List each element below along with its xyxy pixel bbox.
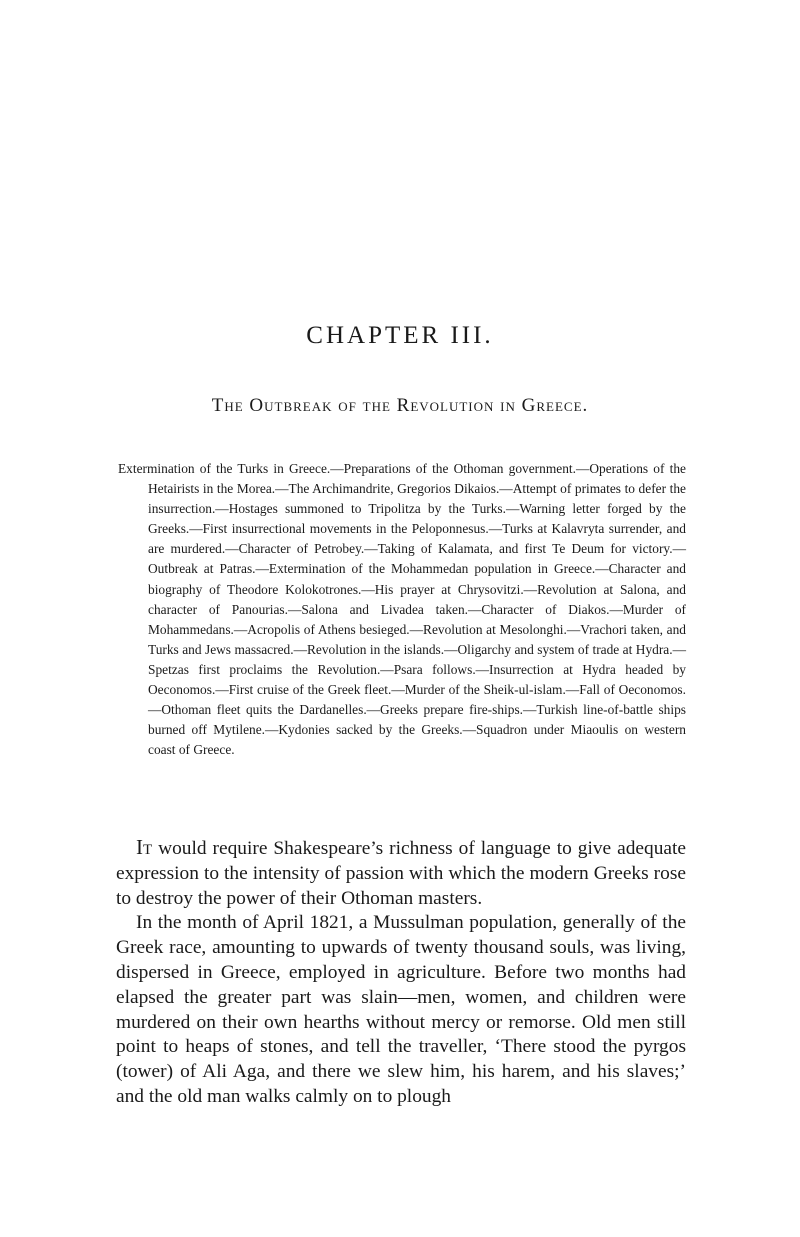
- chapter-summary: Extermination of the Turks in Greece.—Preparations of the Othoman government.—Operations of the Hetairists in the Morea.—The Archimandrite, Gregorios Dikaios.—Attempt of primates to defer the insurrection.—Hostages summoned to Tripolitza by the Turks.—Warning letter forged by the Greeks.—First insurrectional movements in the Peloponnesus.—Turks at Kalavryta surrender, and are murdered.—Character of Petrobey.—Taking of Kalamata, and first Te Deum for victory.—Outbreak at Patras.—Extermination of the Mohammedan population in Greece.—Character and biography of Theodore Kolokotrones.—His prayer at Chrysovitzi.—Revolution at Salona, and character of Panourias.—Salona and Livadea taken.—Character of Diakos.—Murder of Mohammedans.—Acropolis of Athens besieged.—Revolution at Mesolonghi.—Vrachori taken, and Turks and Jews massacred.—Revolution in the islands.—Oligarchy and system of trade at Hydra.—Spetzas first proclaims the Revolution.—Psara follows.—Insurrection at Hydra headed by Oeconomos.—First cruise of the Greek fleet.—Murder of the Sheik-ul-islam.—Fall of Oeconomos.—Othoman fleet quits the Dardanelles.—Greeks prepare fire-ships.—Turkish line-of-battle ships burned off Mytilene.—Kydonies sacked by the Greeks.—Squadron under Miaoulis on western coast of Greece.: [118, 461, 686, 758]
- paragraph-lead-word: It: [136, 835, 153, 859]
- chapter-title: The Outbreak of the Revolution in Greece.: [211, 395, 589, 416]
- chapter-heading: CHAPTER III.: [306, 322, 494, 349]
- paragraph-1: [116, 835, 686, 911]
- body-text: [116, 835, 686, 1110]
- paragraph-2: In the month of April 1821, a Mussulman population, generally of the Greek race, amounting to upwards of twenty thousand souls, was living, dispersed in Greece, employed in agriculture. Before two months had elapsed the greater part was slain—men, women, and children were murdered on their own hearths without mercy or remorse. Old men still point to heaps of stones, and tell the traveller, ‘There stood the pyrgos (tower) of Ali Aga, and there we slew him, his harem, and his slaves;’ and the old man walks calmly on to plough: [116, 912, 686, 1107]
- paragraph-1-text: would require Shakespeare’s richness of language to give adequate expression to the intensity of passion with which the modern Greeks rose to destroy the power of their Othoman masters.: [116, 838, 686, 909]
